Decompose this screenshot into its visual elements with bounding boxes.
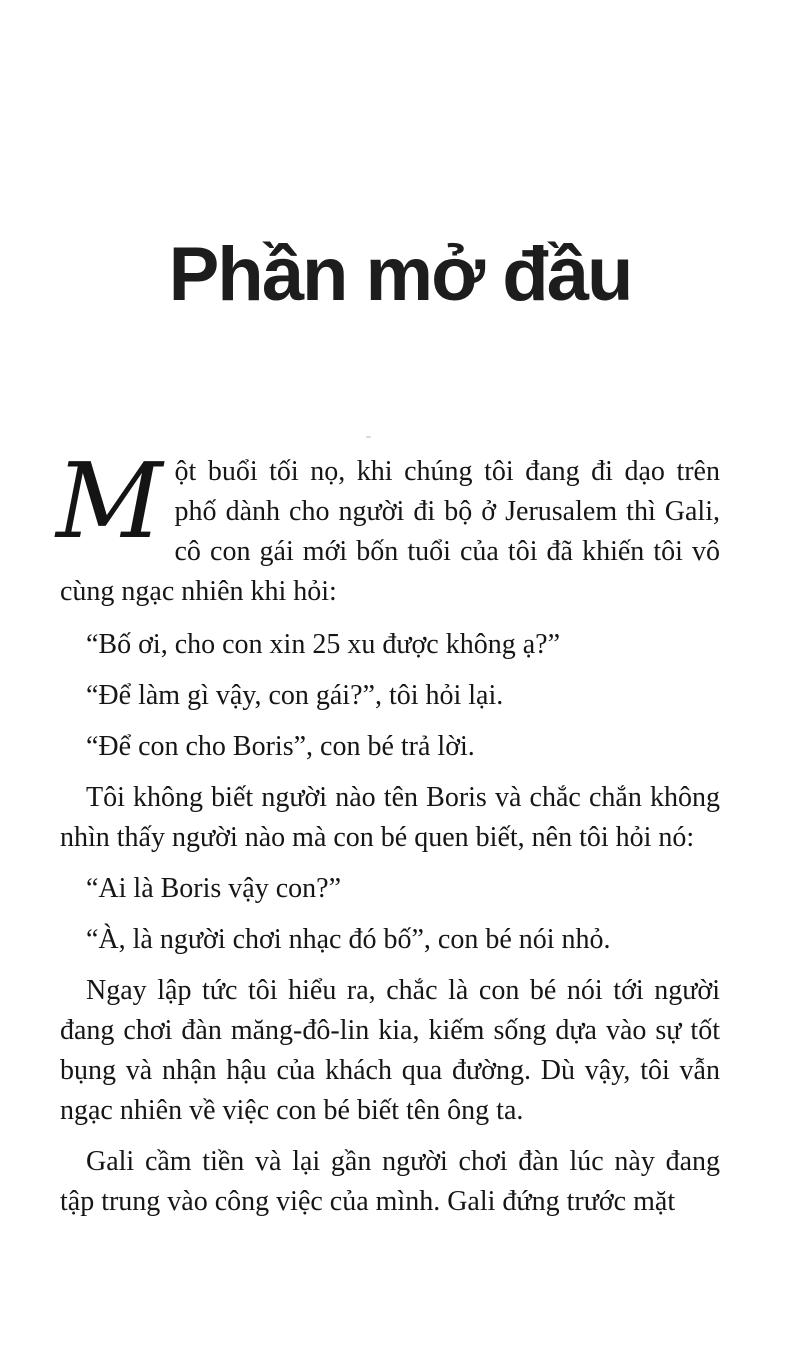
paragraph-text: ột buổi tối nọ, khi chúng tôi đang đi dạo trên phố dành cho người đi bộ ở Jerusalem thì Gali, cô con gái mới bốn tuổi của tôi đã khiến tôi vô cùng ngạc nhiên khi hỏi: [60, 456, 720, 608]
paragraph [60, 971, 720, 1131]
dialogue-text: “Để con cho Boris”, con bé trả lời. [86, 731, 475, 763]
paragraph-text: Tôi không biết người nào tên Boris và chắc chắn không nhìn thấy người nào mà con bé quen biết, nên tôi hỏi nó: [60, 782, 720, 854]
paragraph [60, 1142, 720, 1222]
dialogue-text: “Bố ơi, cho con xin 25 xu được không ạ?” [86, 629, 561, 661]
scan-artifact-dot [366, 436, 371, 438]
paragraph-text: Ngay lập tức tôi hiểu ra, chắc là con bé nói tới người đang chơi đàn măng-đô-lin kia, kiếm sống dựa vào sự tốt bụng và nhận hậu của khách qua đường. Dù vậy, tôi vẫn ngạc nhiên về việc con bé biết tên ông ta. [60, 975, 720, 1127]
paragraph [60, 778, 720, 858]
dialogue-text: “Ai là Boris vậy con?” [86, 873, 342, 905]
body-text [56, 440, 720, 1222]
paragraph-opening [56, 440, 720, 612]
dialogue-line [60, 625, 720, 665]
page-title: Phần mở đầu [168, 232, 632, 317]
drop-cap-letter: M [56, 440, 163, 563]
dialogue-line [60, 920, 720, 960]
dialogue-text: “À, là người chơi nhạc đó bố”, con bé nói nhỏ. [86, 924, 611, 956]
dialogue-line [60, 869, 720, 909]
dialogue-text: “Để làm gì vậy, con gái?”, tôi hỏi lại. [86, 680, 504, 712]
dialogue-line [60, 676, 720, 716]
paragraph-text: Gali cầm tiền và lại gần người chơi đàn lúc này đang tập trung vào công việc của mình. Gali đứng trước mặt [60, 1146, 720, 1218]
dialogue-line [60, 727, 720, 767]
